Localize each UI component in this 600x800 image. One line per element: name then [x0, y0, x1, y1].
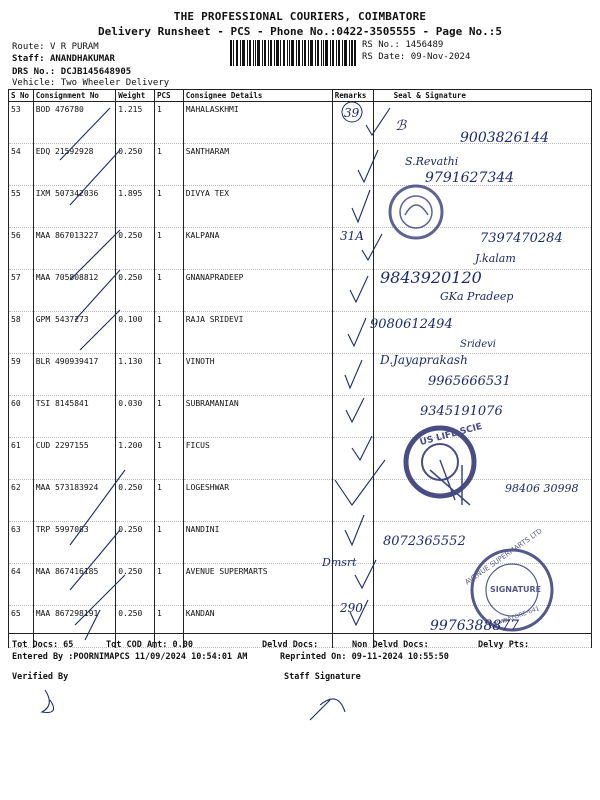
- phone-r59: 9965666531: [428, 374, 511, 389]
- cell-remarks: [332, 270, 373, 312]
- verified-signature-scribble: [42, 690, 54, 713]
- reprinted-on: Reprinted On: 09-11-2024 10:55:50: [280, 652, 449, 662]
- cell-seal: [373, 102, 591, 144]
- cell-consignment: MAA 867013227: [33, 228, 116, 270]
- cell-remarks: [332, 144, 373, 186]
- cell-seal: [373, 228, 591, 270]
- cell-seal: [373, 312, 591, 354]
- rs-date-line: [362, 52, 470, 62]
- cell-weight: 0.250: [116, 270, 155, 312]
- runsheet-table: [8, 89, 592, 648]
- staff-signature-scribble: [310, 699, 345, 720]
- cell-sno: 65: [9, 606, 34, 648]
- phone-r56: 7397470284: [480, 231, 563, 246]
- rs-no-value: 1456489: [405, 40, 444, 50]
- barcode: [230, 40, 356, 66]
- non-delvd-docs: Non Delvd Docs:: [352, 640, 429, 650]
- cell-weight: 0.250: [116, 564, 155, 606]
- rs-date-label: RS Date:: [362, 52, 406, 62]
- cell-remarks: [332, 564, 373, 606]
- sig-r59: D.Jayaprakash: [380, 353, 468, 367]
- cell-sno: 53: [9, 102, 34, 144]
- cell-consignment: MAA 705808812: [33, 270, 116, 312]
- cell-sno: 59: [9, 354, 34, 396]
- remark-r56: 31A: [340, 229, 364, 243]
- cell-consignment: TRP 5997083: [33, 522, 116, 564]
- drs-line: [12, 67, 131, 77]
- cell-sno: 60: [9, 396, 34, 438]
- cell-consignment: IXM 507342036: [33, 186, 116, 228]
- cell-consignment: GPM 5437273: [33, 312, 116, 354]
- cell-consignee: RAJA SRIDEVI: [183, 312, 332, 354]
- staff-value: ANANDHAKUMAR: [49, 54, 115, 64]
- phone-r53: 9003826144: [460, 130, 550, 146]
- rs-no-line: [362, 40, 443, 50]
- table-row: [9, 228, 592, 270]
- cell-sno: 55: [9, 186, 34, 228]
- sig-r57: GKa Pradeep: [440, 290, 514, 303]
- cell-remarks: [332, 228, 373, 270]
- vehicle-line: [12, 78, 169, 88]
- delvd-docs: Delvd Docs:: [262, 640, 319, 650]
- cell-consignee: SUBRAMANIAN: [183, 396, 332, 438]
- cell-pcs: 1: [155, 522, 184, 564]
- cell-weight: 1.200: [116, 438, 155, 480]
- cell-consignee: FICUS: [183, 438, 332, 480]
- tot-cod-amt: Tot COD Amt: 0.00: [106, 640, 193, 650]
- table-row: [9, 312, 592, 354]
- staff-line: [12, 54, 115, 64]
- cell-pcs: 1: [155, 606, 184, 648]
- cell-pcs: 1: [155, 564, 184, 606]
- col-header-seal: Seal & Signature: [373, 90, 591, 102]
- col-header-sno: S No: [9, 90, 34, 102]
- staff-signature: Staff Signature: [284, 672, 361, 682]
- cell-remarks: [332, 186, 373, 228]
- sig-r58: Sridevi: [460, 339, 496, 350]
- route-label: Route:: [12, 42, 45, 52]
- cell-weight: 0.250: [116, 480, 155, 522]
- runsheet-title: Delivery Runsheet - PCS - Phone No.:0422-3505555 - Page No.:5: [98, 25, 502, 38]
- cell-remarks: [332, 354, 373, 396]
- table-row: [9, 564, 592, 606]
- cell-seal: [373, 270, 591, 312]
- cell-consignment: MAA 573183924: [33, 480, 116, 522]
- staff-label: Staff:: [12, 54, 45, 64]
- cell-weight: 0.250: [116, 522, 155, 564]
- footer-divider: [8, 633, 592, 634]
- table-row: [9, 354, 592, 396]
- cell-sno: 57: [9, 270, 34, 312]
- cell-sno: 62: [9, 480, 34, 522]
- cell-sno: 64: [9, 564, 34, 606]
- remark-r64: Dmsrt: [322, 556, 357, 569]
- cell-weight: 1.895: [116, 186, 155, 228]
- cell-consignee: SANTHARAM: [183, 144, 332, 186]
- cell-weight: 1.215: [116, 102, 155, 144]
- cell-consignee: DIVYA TEX: [183, 186, 332, 228]
- cell-seal: [373, 396, 591, 438]
- cell-consignee: GNANAPRADEEP: [183, 270, 332, 312]
- cell-sno: 54: [9, 144, 34, 186]
- cell-consignment: EDQ 21592928: [33, 144, 116, 186]
- cell-pcs: 1: [155, 144, 184, 186]
- cell-pcs: 1: [155, 312, 184, 354]
- vehicle-value: Two Wheeler Delivery: [60, 78, 170, 88]
- cell-pcs: 1: [155, 480, 184, 522]
- route-value: V R PURAM: [49, 42, 99, 52]
- phone-r60: 9345191076: [420, 404, 503, 419]
- sig-r53: ℬ: [395, 118, 407, 134]
- sig-r56: J.kalam: [475, 252, 516, 265]
- cell-pcs: 1: [155, 354, 184, 396]
- phone-r58: 9080612494: [370, 317, 453, 332]
- remark-r53: 39: [344, 106, 360, 120]
- cell-seal: [373, 480, 591, 522]
- phone-r62: 98406 30998: [505, 482, 579, 495]
- cell-consignment: BLR 490939417: [33, 354, 116, 396]
- cell-weight: 1.130: [116, 354, 155, 396]
- table-row: [9, 144, 592, 186]
- cell-consignee: LOGESHWAR: [183, 480, 332, 522]
- cell-sno: 56: [9, 228, 34, 270]
- col-header-weight: Weight: [116, 90, 155, 102]
- cell-pcs: 1: [155, 102, 184, 144]
- drs-label: DRS No.:: [12, 67, 56, 77]
- route-line: [12, 42, 99, 52]
- cell-weight: 0.250: [116, 144, 155, 186]
- cell-sno: 58: [9, 312, 34, 354]
- cell-seal: [373, 186, 591, 228]
- cell-seal: [373, 354, 591, 396]
- table-row: [9, 396, 592, 438]
- cell-consignee: KALPANA: [183, 228, 332, 270]
- table-row: [9, 480, 592, 522]
- cell-seal: [373, 564, 591, 606]
- table-row: [9, 438, 592, 480]
- stamp-text-city: COIMBATORE-641: [487, 605, 541, 631]
- cell-sno: 61: [9, 438, 34, 480]
- cell-seal: [373, 522, 591, 564]
- cell-consignment: MAA 867416185: [33, 564, 116, 606]
- cell-remarks: [332, 312, 373, 354]
- cell-consignment: BOD 476780: [33, 102, 116, 144]
- table-row: [9, 270, 592, 312]
- entered-by: Entered By :POORNIMAPCS 11/09/2024 10:54:01 AM: [12, 652, 248, 662]
- drs-value: DCJB145648905: [60, 67, 132, 77]
- rs-no-label: RS No.:: [362, 40, 400, 50]
- cell-consignment: TSI 8145841: [33, 396, 116, 438]
- cell-seal: [373, 144, 591, 186]
- phone-r54: 9791627344: [425, 170, 515, 186]
- remark-r65: 290: [340, 601, 363, 615]
- sig-r54: S.Revathi: [405, 155, 459, 168]
- table-row: [9, 522, 592, 564]
- cell-remarks: [332, 396, 373, 438]
- vehicle-label: Vehicle:: [12, 78, 56, 88]
- phone-r65: 9976388877: [430, 618, 520, 634]
- stamp-text-signature: SIGNATURE: [490, 585, 542, 594]
- cell-seal: [373, 438, 591, 480]
- table-row: [9, 102, 592, 144]
- col-header-remarks: Remarks: [332, 90, 373, 102]
- table-row: [9, 186, 592, 228]
- cell-weight: 0.250: [116, 228, 155, 270]
- col-header-pcs: PCS: [155, 90, 184, 102]
- cell-sno: 63: [9, 522, 34, 564]
- cell-pcs: 1: [155, 396, 184, 438]
- verified-by: Verified By: [12, 672, 69, 682]
- col-header-consignment: Consignment No: [33, 90, 116, 102]
- tot-docs: Tot Docs: 65: [12, 640, 74, 650]
- phone-r57: 9843920120: [380, 268, 482, 287]
- cell-pcs: 1: [155, 438, 184, 480]
- phone-r63: 8072365552: [383, 534, 466, 549]
- cell-remarks: [332, 438, 373, 480]
- stamp-text-life: US LIFE SCIE: [418, 421, 484, 449]
- cell-remarks: [332, 480, 373, 522]
- cell-pcs: 1: [155, 228, 184, 270]
- col-header-consignee: Consignee Details: [183, 90, 332, 102]
- cell-consignee: NANDINI: [183, 522, 332, 564]
- cell-remarks: [332, 522, 373, 564]
- delvy-pts: Delvy Pts:: [478, 640, 530, 650]
- cell-consignee: AVENUE SUPERMARTS: [183, 564, 332, 606]
- cell-pcs: 1: [155, 186, 184, 228]
- cell-pcs: 1: [155, 270, 184, 312]
- cell-weight: 0.030: [116, 396, 155, 438]
- cell-consignee: VINOTH: [183, 354, 332, 396]
- cell-remarks: [332, 102, 373, 144]
- cell-consignee: KANDAN: [183, 606, 332, 648]
- table-header-row: [9, 90, 592, 102]
- cell-consignment: MAA 867298191: [33, 606, 116, 648]
- cell-weight: 0.250: [116, 606, 155, 648]
- cell-consignment: CUD 2297155: [33, 438, 116, 480]
- rs-date-value: 09-Nov-2024: [410, 52, 471, 62]
- cell-consignee: MAHALASKHMI: [183, 102, 332, 144]
- cell-weight: 0.100: [116, 312, 155, 354]
- company-title: THE PROFESSIONAL COURIERS, COIMBATORE: [173, 10, 427, 23]
- stamp-text-avenue: AVENUE SUPERMARTS LTD: [463, 527, 544, 587]
